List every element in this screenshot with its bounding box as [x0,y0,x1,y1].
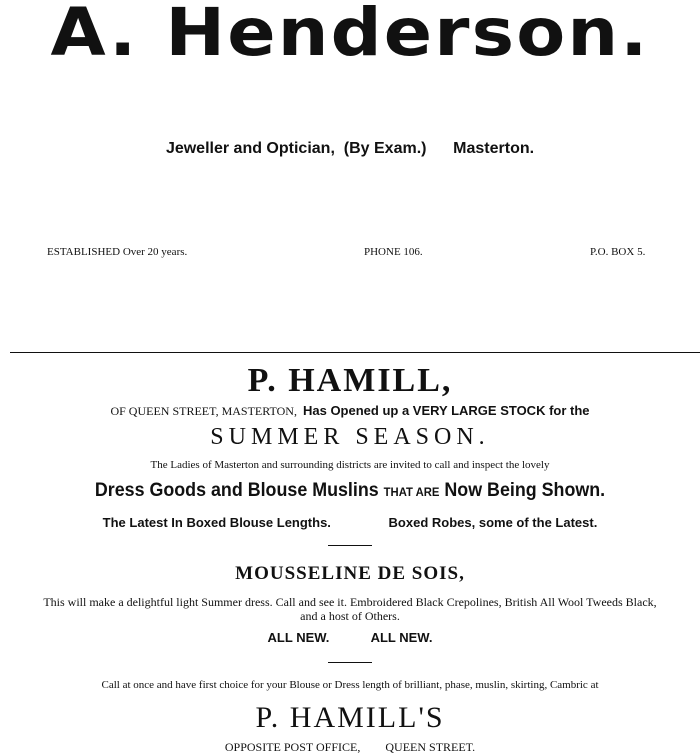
pobox-text: P.O. BOX 5. [590,246,646,258]
mousseline-heading: MOUSSELINE DE SOIS, [235,563,465,584]
hamill-heading: P. HAMILL, [247,362,453,399]
that-are-text: THAT ARE [383,485,440,499]
latest-text: The Latest In Boxed Blouse Lengths. [102,515,331,530]
queen-street-text: OF QUEEN STREET, MASTERTON, [110,404,297,418]
town-text: Masterton. [453,140,535,157]
robes-text: Boxed Robes, some of the Latest. [388,515,598,530]
queen-text: QUEEN STREET. [385,740,476,754]
hamills-heading: P. HAMILL'S [255,701,445,734]
short-divider [328,545,372,546]
ladies-invitation: The Ladies of Masterton and surrounding districts are invited to call and inspect the lovely [150,459,550,471]
delightful-text: This will make a delightful light Summer dress. Call and see it. Embroidered Black Crepolines, British All Wool Tweeds Black, [43,595,657,609]
phone-text: PHONE 106. [364,246,423,258]
latest-line [0,515,700,530]
dress-goods-text: Dress Goods and Blouse Muslins [94,480,379,501]
call-once-text: Call at once and have first choice for your Blouse or Dress length of brilliant, phase, muslin, skirting, Cambric at [101,679,599,691]
opened-text: Has Opened up a VERY LARGE STOCK for the [302,403,590,418]
dress-goods-line [21,480,679,502]
all-new-text: ALL NEW. [370,630,433,645]
opposite-text: OPPOSITE POST OFFICE, [224,740,361,754]
short-divider [328,662,372,663]
exam-text: (By Exam.) [343,140,427,157]
henderson-subtitle [0,140,700,158]
section-divider [10,352,700,353]
all-new-line [0,630,700,645]
occupation-text: Jeweller and Optician, [165,140,335,157]
established-text: ESTABLISHED Over 20 years. [47,246,188,258]
being-shown-text: Now Being Shown. [444,480,606,501]
all-new-text: ALL NEW. [267,630,330,645]
host-text: and a host of Others. [300,609,400,623]
summer-season-heading: SUMMER SEASON. [210,424,490,450]
mousseline-description [0,595,700,623]
business-name-henderson: A. Henderson. [50,0,650,71]
address-line [0,740,700,755]
queen-street-line [0,403,700,419]
